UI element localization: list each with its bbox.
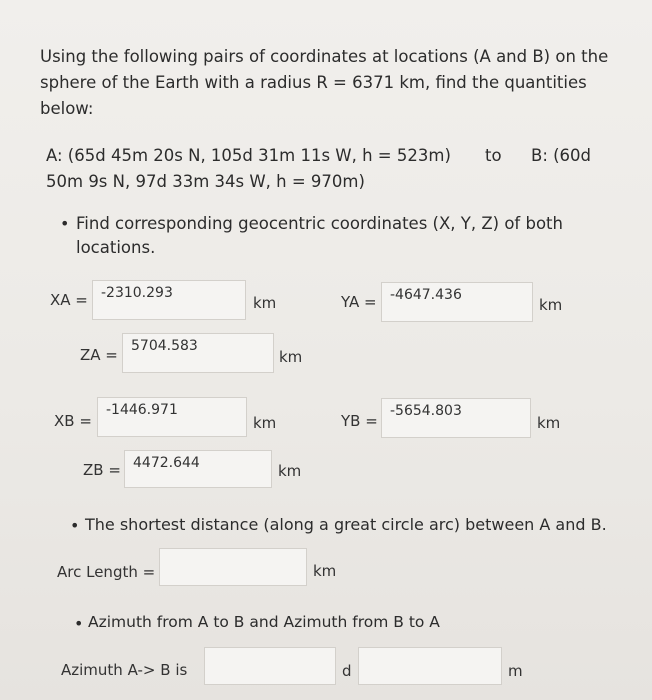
part1-line-1: Find corresponding geocentric coordinates (X, Y, Z) of both bbox=[76, 214, 563, 233]
xa-label: XA = bbox=[50, 291, 88, 309]
bullet-1: • bbox=[60, 214, 70, 233]
zb-input[interactable]: 4472.644 bbox=[124, 450, 272, 488]
problem-line-3: below: bbox=[40, 99, 94, 118]
arc-length-unit: km bbox=[313, 562, 337, 580]
ya-label: YA = bbox=[341, 293, 377, 311]
azimuth-label: Azimuth A-> B is bbox=[61, 661, 188, 679]
part3-text: Azimuth from A to B and Azimuth from B to A bbox=[88, 613, 440, 631]
azimuth-minutes-input[interactable] bbox=[358, 647, 502, 685]
yb-unit: km bbox=[537, 414, 561, 432]
xa-input[interactable]: -2310.293 bbox=[92, 280, 246, 320]
yb-input[interactable]: -5654.803 bbox=[381, 398, 531, 438]
bullet-2: • bbox=[70, 516, 80, 535]
za-input[interactable]: 5704.583 bbox=[122, 333, 274, 373]
point-b-coordinates-start: B: (60d bbox=[531, 146, 592, 165]
xb-input[interactable]: -1446.971 bbox=[97, 397, 247, 437]
azimuth-minutes-unit: m bbox=[508, 662, 523, 680]
ya-unit: km bbox=[539, 296, 563, 314]
azimuth-degrees-unit: d bbox=[342, 662, 352, 680]
arc-length-label: Arc Length = bbox=[57, 563, 156, 581]
problem-line-2: sphere of the Earth with a radius R = 6371 km, find the quantities bbox=[40, 73, 587, 92]
yb-label: YB = bbox=[341, 412, 378, 430]
xb-unit: km bbox=[253, 414, 277, 432]
za-unit: km bbox=[279, 348, 303, 366]
point-b-coordinates-end: 50m 9s N, 97d 33m 34s W, h = 970m) bbox=[46, 172, 365, 191]
azimuth-degrees-input[interactable] bbox=[204, 647, 336, 685]
part1-line-2: locations. bbox=[76, 238, 156, 257]
zb-label: ZB = bbox=[83, 461, 121, 479]
point-a-coordinates: A: (65d 45m 20s N, 105d 31m 11s W, h = 523m) bbox=[46, 146, 451, 165]
xb-label: XB = bbox=[54, 412, 92, 430]
problem-line-1: Using the following pairs of coordinates at locations (A and B) on the bbox=[40, 47, 609, 66]
zb-unit: km bbox=[278, 462, 302, 480]
to-word: to bbox=[485, 146, 502, 165]
xa-unit: km bbox=[253, 294, 277, 312]
part2-text: The shortest distance (along a great circle arc) between A and B. bbox=[85, 515, 607, 534]
bullet-3: • bbox=[74, 614, 84, 633]
arc-length-input[interactable] bbox=[159, 548, 307, 586]
ya-input[interactable]: -4647.436 bbox=[381, 282, 533, 322]
za-label: ZA = bbox=[80, 346, 118, 364]
